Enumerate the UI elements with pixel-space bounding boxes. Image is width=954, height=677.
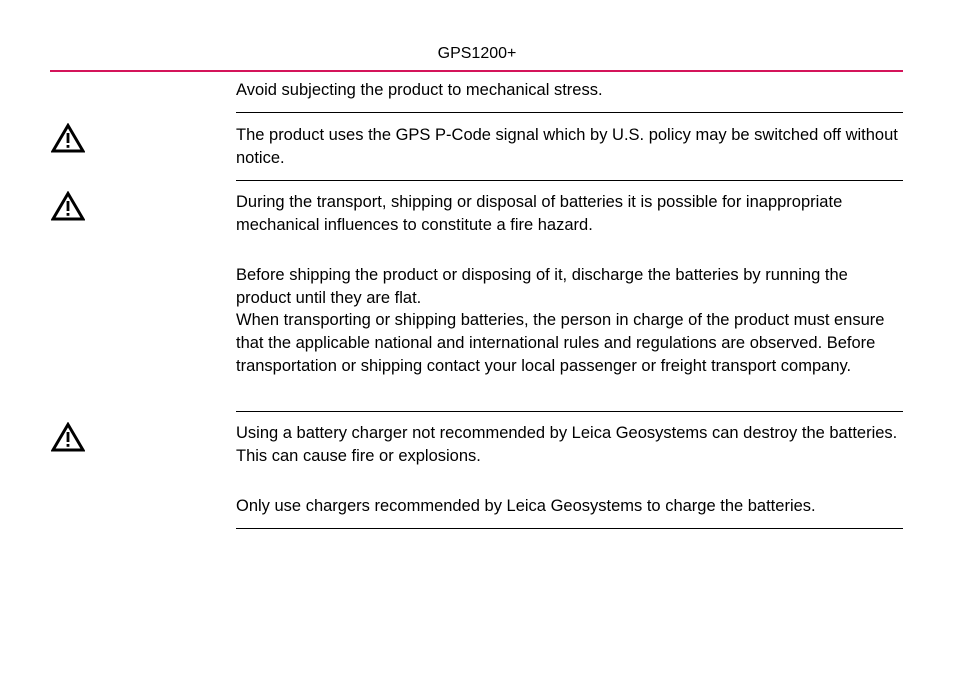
section-divider bbox=[236, 528, 903, 529]
section-text: Avoid subjecting the product to mechanical stress. bbox=[236, 81, 603, 99]
section-divider bbox=[236, 411, 903, 412]
hazard-description: Using a battery charger not recommended by Leica Geosystems can destroy the batteries. This can cause fire or explosions. bbox=[236, 424, 898, 465]
preventive-measure: Only use chargers recommended by Leica Geosystems to charge the batteries. bbox=[236, 497, 816, 515]
preventive-measure: When transporting or shipping batteries, the person in charge of the product must ensure that the applicable national and international rules and regulations are observed. Before transportation or shipping contact your local passenger or freight transport company. bbox=[236, 311, 885, 375]
section-text: The product uses the GPS P-Code signal which by U.S. policy may be switched off without notice. bbox=[236, 126, 898, 167]
document-title: GPS1200+ bbox=[437, 45, 517, 62]
header-divider bbox=[50, 70, 903, 72]
warning-triangle-icon bbox=[51, 422, 85, 452]
hazard-description: During the transport, shipping or disposal of batteries it is possible for inappropriate mechanical influences to constitute a fire hazard. bbox=[236, 193, 843, 234]
section-divider bbox=[236, 180, 903, 181]
warning-triangle-icon bbox=[51, 191, 85, 221]
preventive-measure: Before shipping the product or disposing of it, discharge the batteries by running the product until they are flat. bbox=[236, 266, 848, 307]
warning-triangle-icon bbox=[51, 123, 85, 153]
section-divider bbox=[236, 112, 903, 113]
